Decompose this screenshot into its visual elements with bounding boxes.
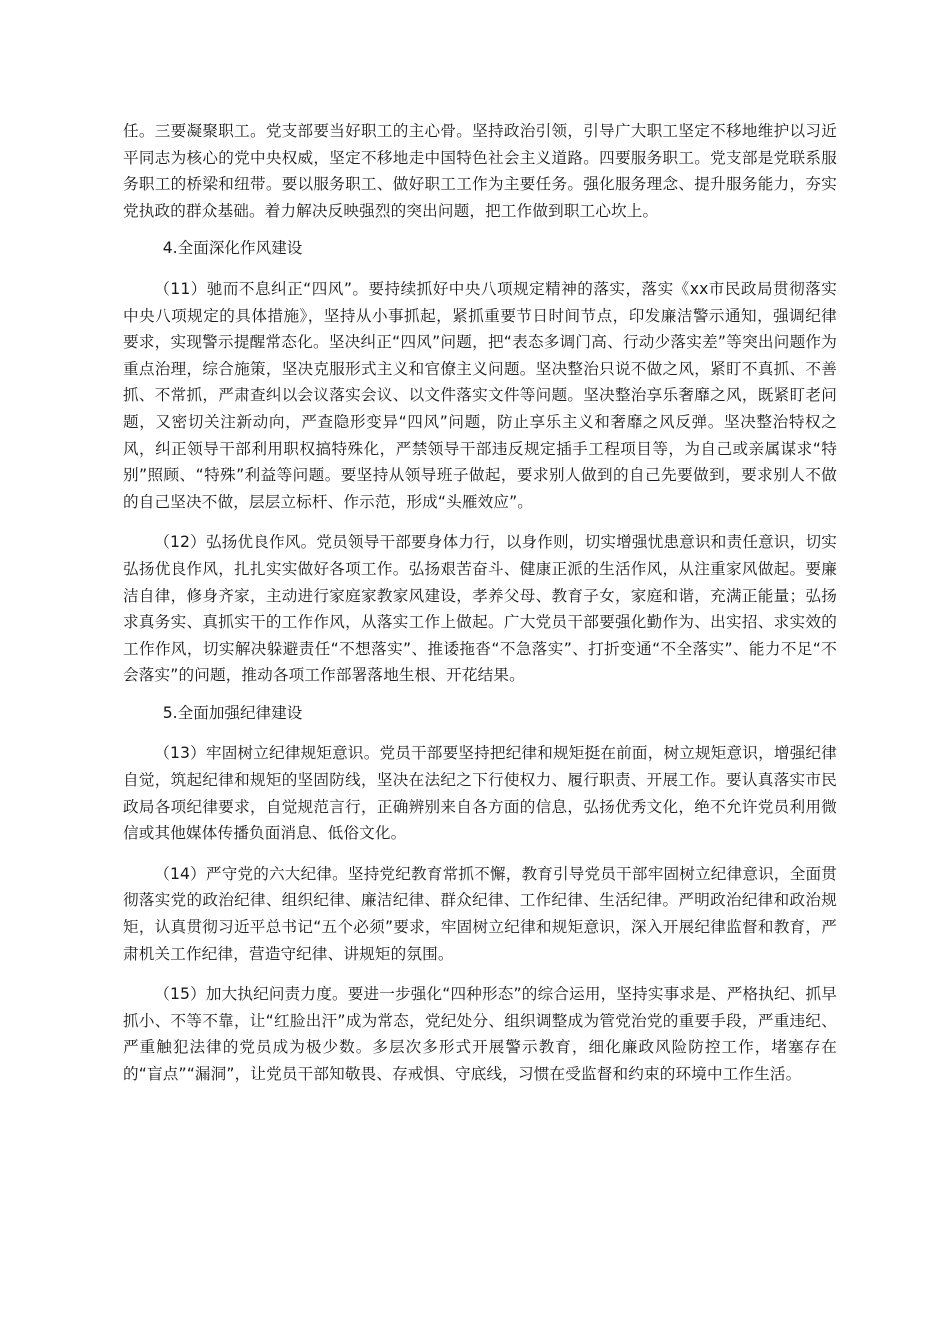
paragraph-14: （14）严守党的六大纪律。坚持党纪教育常抓不懈，教育引导党员干部牢固树立纪律意识，全面贯彻落实党的政治纪律、组织纪律、廉洁纪律、群众纪律、工作纪律、生活纪律。严明政治纪律和政治规矩，认真贯彻习近平总书记“五个必须”要求，牢固树立纪律和规矩意识，深入开展纪律监督和教育，严肃机关工作纪律，营造守纪律、讲规矩的氛围。 [123,864,837,963]
section-heading-5: 5.全面加强纪律建设 [162,703,303,722]
document-page [123,118,837,1088]
section-heading-4: 4.全面深化作风建设 [162,239,303,258]
intro-paragraph: 任。三要凝聚职工。党支部要当好职工的主心骨。坚持政治引领，引导广大职工坚定不移地维护以习近平同志为核心的党中央权威，坚定不移地走中国特色社会主义道路。四要服务职工。党支部是党联系服务职工的桥梁和纽带。要以服务职工、做好职工工作为主要任务。强化服务理念、提升服务能力，夯实党执政的群众基础。着力解决反映强烈的突出问题，把工作做到职工心坎上。 [123,122,837,220]
paragraph-12: （12）弘扬优良作风。党员领导干部要身体力行，以身作则，切实增强忧患意识和责任意识，切实弘扬优良作风，扎扎实实做好各项工作。弘扬艰苦奋斗、健康正派的生活作风，从注重家风做起。要廉洁自律，修身齐家，主动进行家庭家教家风建设，孝养父母、教育子女，家庭和谐，充满正能量；弘扬求真务实、真抓实干的工作作风，从落实工作上做起。广大党员干部要强化勤作为、出实招、求实效的工作作风，切实解决躲避责任“不想落实”、推诿拖沓“不急落实”、打折变通“不全落实”、能力不足“不会落实”的问题，推动各项工作部署落地生根、开花结果。 [123,533,837,685]
paragraph-13: （13）牢固树立纪律规矩意识。党员干部要坚持把纪律和规矩挺在前面，树立规矩意识，增强纪律自觉，筑起纪律和规矩的坚固防线，坚决在法纪之下行使权力、履行职责、开展工作。要认真落实市民政局各项纪律要求，自觉规范言行，正确辨别来自各方面的信息，弘扬优秀文化，绝不允许党员利用微信或其他媒体传播负面消息、低俗文化。 [123,744,837,843]
paragraph-11: （11）驰而不息纠正“四风”。要持续抓好中央八项规定精神的落实，落实《xx市民政局贯彻落实中央八项规定的具体措施》，坚持从小事抓起，紧抓重要节日时间节点，印发廉洁警示通知，强调纪律要求，实现警示提醒常态化。坚决纠正“四风”问题，把“表态多调门高、行动少落实差”等突出问题作为重点治理，综合施策，坚决克服形式主义和官僚主义问题。坚决整治只说不做之风，紧盯不真抓、不善抓、不常抓，严肃查纠以会议落实会议、以文件落实文件等问题。坚决整治享乐奢靡之风，既紧盯老问题，又密切关注新动向，严查隐形变异“四风”问题，防止享乐主义和奢靡之风反弹。坚决整治特权之风，纠正领导干部利用职权搞特殊化，严禁领导干部违反规定插手工程项目等，为自己或亲属谋求“特别”照顾、“特殊”利益等问题。要坚持从领导班子做起，要求别人做到的自己先要做到，要求别人不做的自己坚决不做，层层立标杆、作示范，形成“头雁效应”。 [123,279,837,511]
paragraph-15: （15）加大执纪问责力度。要进一步强化“四种形态”的综合运用，坚持实事求是、严格执纪、抓早抓小、不等不靠，让“红脸出汗”成为常态，党纪处分、组织调整成为管党治党的重要手段，严重违纪、严重触犯法律的党员成为极少数。多层次多形式开展警示教育，细化廉政风险防控工作，堵塞存在的“盲点”“漏洞”，让党员干部知敬畏、存戒惧、守底线，习惯在受监督和约束的环境中工作生活。 [123,985,837,1083]
